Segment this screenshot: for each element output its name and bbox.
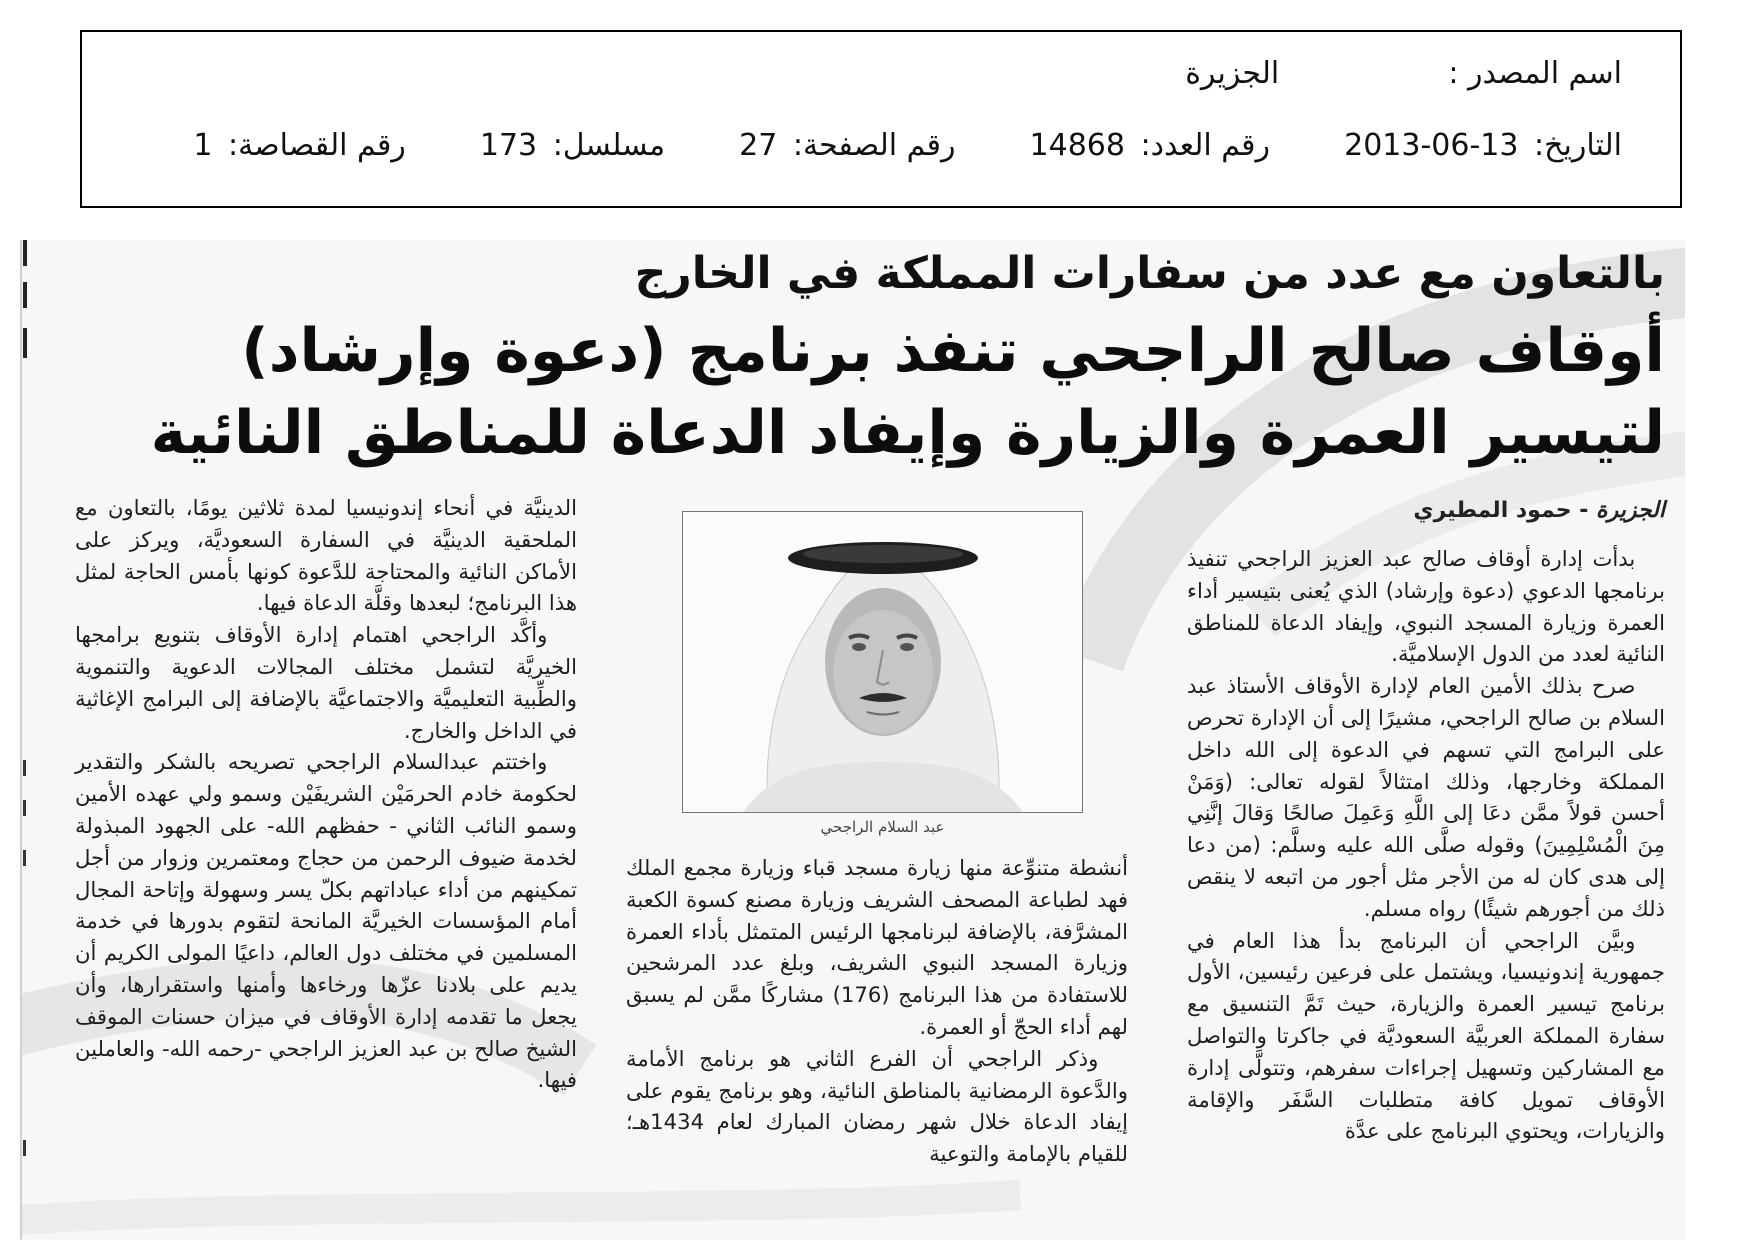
serial-label: مسلسل: (552, 128, 666, 163)
page-value: 27 (739, 128, 778, 163)
issue-value: 14868 (1029, 128, 1125, 163)
date-value: 2013-06-13 (1344, 128, 1519, 163)
paragraph: صرح بذلك الأمين العام لإدارة الأوقاف الأستاذ عبد السلام بن صالح الراجحي، مشيرًا إلى أن الإدارة تحرص على البرامج التي تسهم في الدعوة إلى الله داخل المملكة وخارجها، وذلك امتثالاً لقوله تعالى: (وَمَنْ أحسن قولاً ممَّن دعَا إلى اللَّهِ وَعَمِلَ صالحًا وَقالَ إنَّنِي مِنَ الْمُسْلِمِينَ) وقوله صلَّى الله عليه وسلَّم: (من دعا إلى هدى كان له من الأجر مثل أجور من اتبعه لا ينقص ذلك من أجورهم شيئًا) رواه مسلم. (1187, 673, 1665, 921)
clip-value: 1 (193, 128, 213, 163)
adjacent-column-edge (20, 240, 30, 1240)
paragraph: وبيَّن الراجحي أن البرنامج بدأ هذا العام في جمهورية إندونيسيا، ويشتمل على فرعين رئيسين، الأول برنامج تيسير العمرة والزيارة، حيث تَمَّ التنسيق مع سفارة المملكة العربيَّة السعوديَّة في جاكرتا والتواصل مع المشاركين وتسهيل إجراءات سفرهم، وتتولَّى إدارة الأوقاف تمويل كافة متطلبات السَّفَر والإقامة والزيارات، ويحتوي البرنامج على عدَّة (1187, 927, 1665, 1144)
byline-separator: - (1571, 498, 1597, 523)
serial-value: 173 (479, 128, 538, 163)
article-column-left (75, 492, 577, 1096)
paragraph: أنشطة متنوِّعة منها زيارة مسجد قباء وزيارة مجمع الملك فهد لطباعة المصحف الشريف وزيارة مصنع كسوة الكعبة المشرَّفة، بالإضافة لبرنامجها الرئيس المتمثل بأداء العمرة وزيارة المسجد النبوي الشريف، وبلغ عدد المرشحين للاستفادة من هذا البرنامج (176) مشاركًا ممَّن لم يسبق لهم أداء الحجّ أو العمرة. (626, 855, 1128, 1039)
date-label: التاريخ: (1534, 128, 1622, 163)
portrait-illustration (683, 512, 1082, 812)
issue-label: رقم العدد: (1140, 128, 1271, 163)
meta-row (193, 128, 1622, 163)
article-byline (1413, 498, 1665, 523)
newspaper-clipping (20, 240, 1685, 1240)
article-column-right (1187, 543, 1665, 1147)
portrait-photo (682, 511, 1083, 813)
source-value: الجزيرة (1185, 56, 1280, 91)
clip-label: رقم القصاصة: (227, 128, 406, 163)
byline-newspaper: الجزيرة (1596, 498, 1665, 523)
paragraph: الدينيَّة في أنحاء إندونيسيا لمدة ثلاثين يومًا، بالتعاون مع الملحقية الدينيَّة في السفارة السعوديَّة، ويركز على الأماكن النائية والمحتاجة للدَّعوة كونها بأمس الحاجة لمثل هذا البرنامج؛ لبعدها وقلَّة الدعاة فيها. (75, 495, 577, 616)
photo-caption: عبد السلام الراجحي (820, 818, 945, 836)
paragraph: واختتم عبدالسلام الراجحي تصريحه بالشكر والتقدير لحكومة خادم الحرمَيْن الشريفَيْن وسمو ولي عهده الأمين وسمو النائب الثاني - حفظهم الله- على الجهود المبذولة لخدمة ضيوف الرحمن من حجاج ومعتمرين وزوار من أجل تمكينهم من أداء عباداتهم بكلّ يسر وسهولة وإتاحة المجال أمام المؤسسات الخيريَّة المانحة لتقوم بدورها في خدمة المسلمين في مختلف دول العالم، داعيًا المولى الكريم أن يديم على بلادنا عزّها ورخاءها وأمنها واستقرارها، وأن يجعل ما تقدمه إدارة الأوقاف في ميزان حسنات الموقف الشيخ صالح بن عبد العزيز الراجحي -رحمه الله- والعاملين فيها. (75, 749, 577, 1093)
article-headline-line2: لتيسير العمرة والزيارة وإيفاد الدعاة للمناطق النائية (150, 398, 1665, 468)
article-headline-line1: أوقاف صالح الراجحي تنفذ برنامج (دعوة وإرشاد) (241, 316, 1665, 386)
paragraph: وأكَّد الراجحي اهتمام إدارة الأوقاف بتنويع برامجها الخيريَّة لتشمل مختلف المجالات الدعوية والتنموية والطِّبية التعليميَّة والاجتماعيَّة بالإضافة إلى البرامج الإغاثية في الداخل والخارج. (75, 622, 577, 743)
paragraph: وذكر الراجحي أن الفرع الثاني هو برنامج الأمامة والدَّعوة الرمضانية بالمناطق النائية، وهو برنامج يقوم على إيفاد الدعاة خلال شهر رمضان المبارك لعام 1434هـ؛ للقيام بالإمامة والتوعية (626, 1045, 1128, 1167)
paragraph: بدأت إدارة أوقاف صالح عبد العزيز الراجحي تنفيذ برنامجها الدعوي (دعوة وإرشاد) الذي يُعنى بتيسير أداء العمرة وزيارة المسجد النبوي، وإيفاد الدعاة للمناطق النائية لعدد من الدول الإسلاميَّة. (1187, 546, 1665, 667)
byline-author: حمود المطيري (1413, 498, 1572, 523)
page-label: رقم الصفحة: (792, 128, 956, 163)
article-kicker: بالتعاون مع عدد من سفارات المملكة في الخارج (634, 248, 1665, 299)
source-label: اسم المصدر : (1448, 56, 1622, 91)
source-info-box (80, 30, 1682, 208)
article-column-middle (626, 852, 1128, 1170)
source-row (1185, 56, 1622, 91)
